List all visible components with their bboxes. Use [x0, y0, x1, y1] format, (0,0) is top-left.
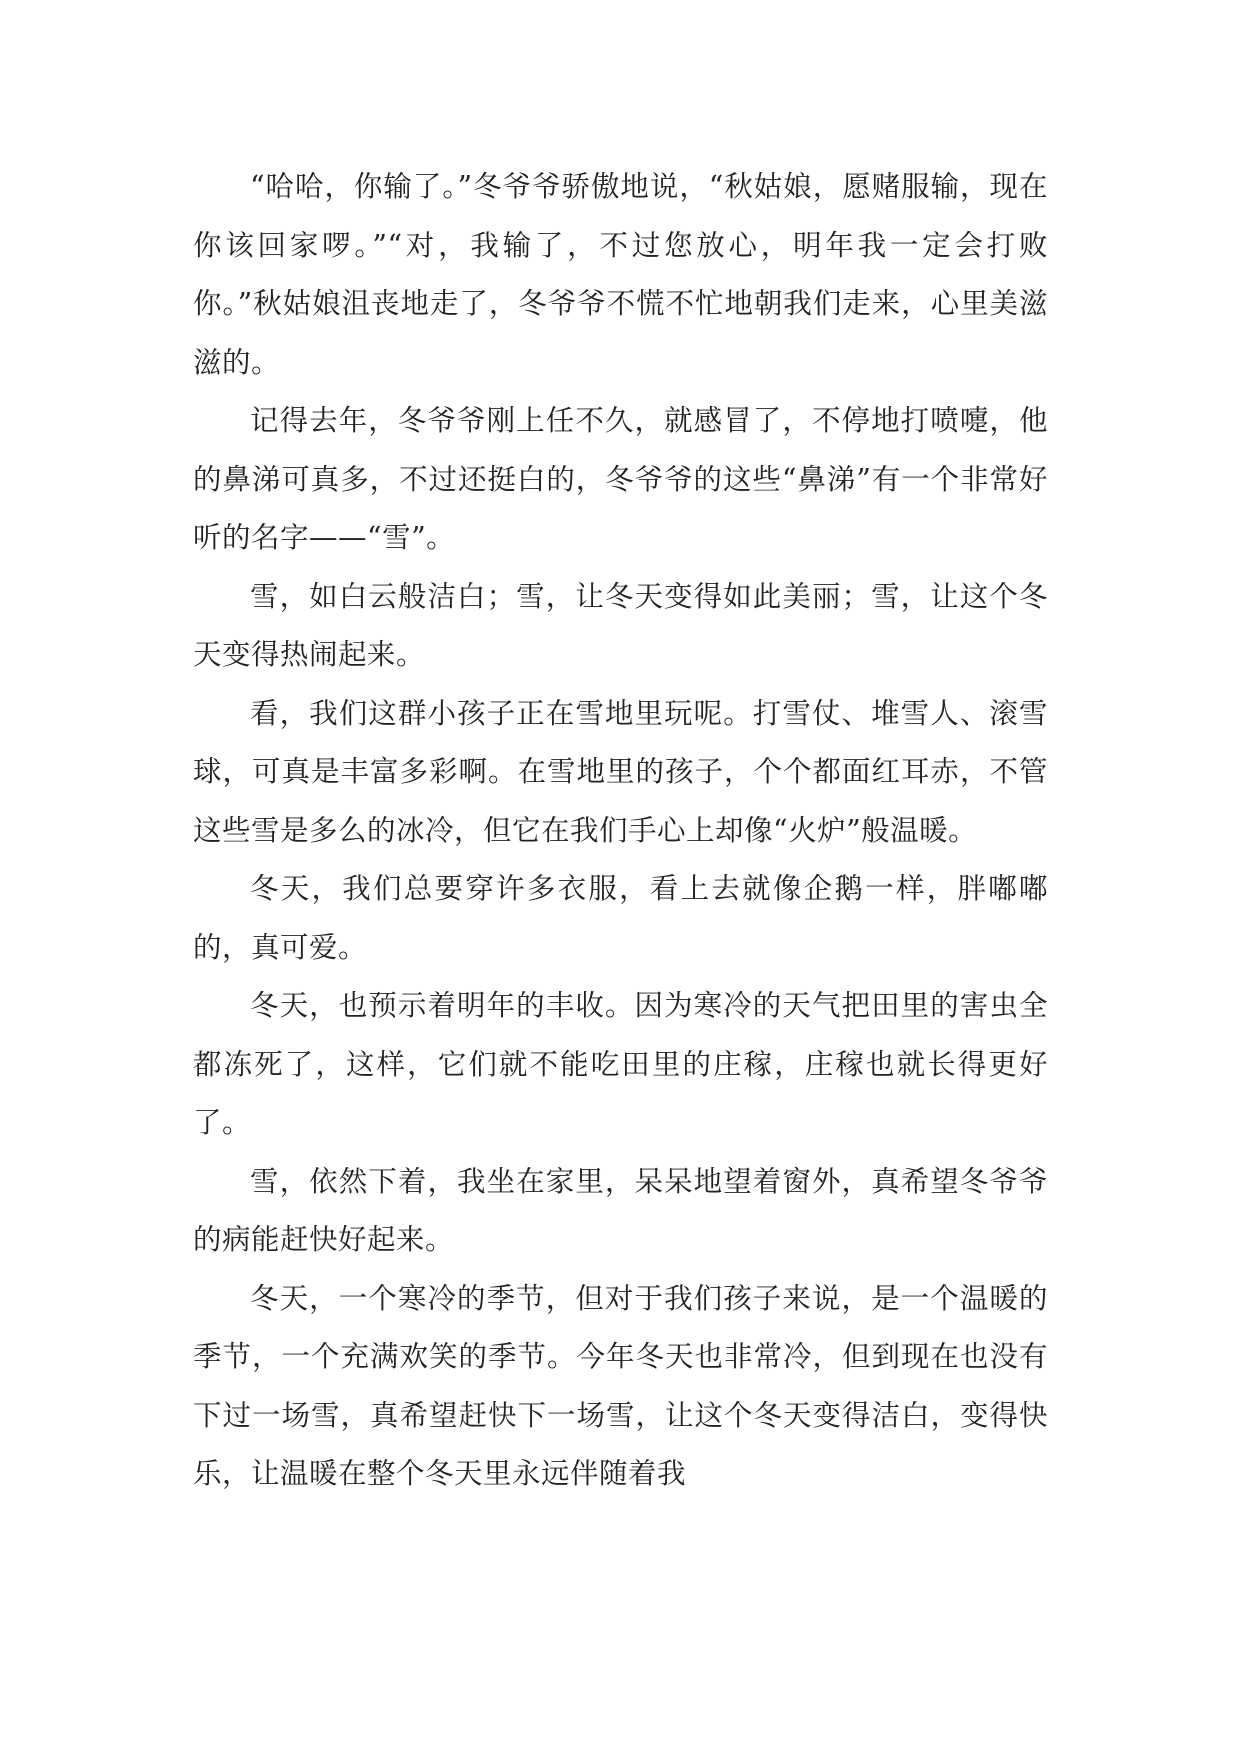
paragraph: 雪，依然下着，我坐在家里，呆呆地望着窗外，真希望冬爷爷的病能赶快好起来。: [193, 1164, 1048, 1256]
document-body: [193, 158, 1048, 1504]
paragraph: 冬天，也预示着明年的丰收。因为寒冷的天气把田里的害虫全都冻死了，这样，它们就不能吃田里的庄稼，庄稼也就长得更好了。: [193, 989, 1048, 1139]
paragraph: 看，我们这群小孩子正在雪地里玩呢。打雪仗、堆雪人、滚雪球，可真是丰富多彩啊。在雪地里的孩子，个个都面红耳赤，不管这些雪是多么的冰冷，但它在我们手心上却像“火炉”般温暖。: [193, 696, 1048, 847]
paragraph: 雪，如白云般洁白；雪，让冬天变得如此美丽；雪，让这个冬天变得热闹起来。: [193, 579, 1048, 671]
paragraph: “哈哈，你输了。”冬爷爷骄傲地说，“秋姑娘，愿赌服输，现在你该回家啰。”“对，我输了，不过您放心，明年我一定会打败你。”秋姑娘沮丧地走了，冬爷爷不慌不忙地朝我们走来，心里美滋滋的。: [193, 170, 1048, 379]
paragraph: 记得去年，冬爷爷刚上任不久，就感冒了，不停地打喷嚏，他的鼻涕可真多，不过还挺白的，冬爷爷的这些“鼻涕”有一个非常好听的名字——“雪”。: [193, 404, 1048, 554]
paragraph: 冬天，一个寒冷的季节，但对于我们孩子来说，是一个温暖的季节，一个充满欢笑的季节。今年冬天也非常冷，但到现在也没有下过一场雪，真希望赶快下一场雪，让这个冬天变得洁白，变得快乐，让温暖在整个冬天里永远伴随着我: [193, 1281, 1048, 1490]
paragraph: 冬天，我们总要穿许多衣服，看上去就像企鹅一样，胖嘟嘟的，真可爱。: [193, 872, 1048, 964]
